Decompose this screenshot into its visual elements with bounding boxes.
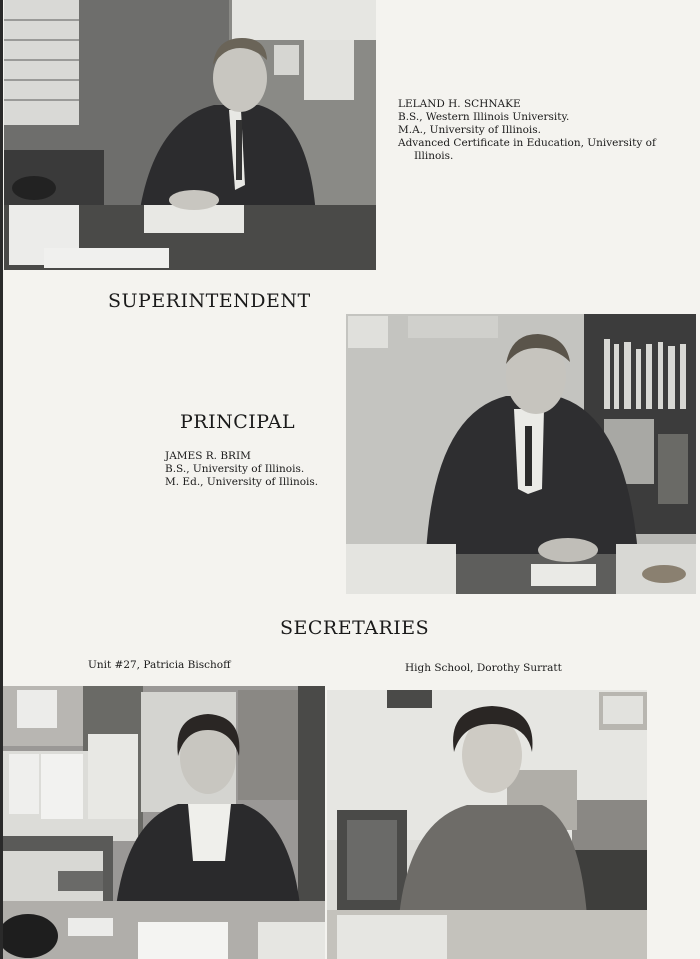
secretary-left-photo: [3, 686, 325, 959]
principal-name: JAMES R. BRIM: [165, 450, 251, 462]
secretary-right-photo: [327, 690, 647, 959]
superintendent-heading: SUPERINTENDENT: [108, 290, 311, 312]
principal-caption: [165, 450, 340, 489]
principal-photo: [346, 314, 696, 594]
superintendent-credential: Illinois.: [414, 150, 454, 162]
superintendent-caption: [398, 98, 678, 163]
secretaries-heading: SECRETARIES: [280, 617, 430, 639]
principal-heading: PRINCIPAL: [180, 411, 296, 433]
superintendent-credential: B.S., Western Illinois University.: [398, 111, 570, 123]
secretary-left-label: Unit #27, Patricia Bischoff: [88, 659, 231, 671]
principal-credential: B.S., University of Illinois.: [165, 463, 305, 475]
superintendent-photo: [4, 0, 376, 270]
superintendent-credential: M.A., University of Illinois.: [398, 124, 541, 136]
superintendent-credential: Advanced Certificate in Education, University of: [398, 137, 656, 149]
superintendent-name: LELAND H. SCHNAKE: [398, 98, 521, 110]
secretary-right-label: High School, Dorothy Surratt: [405, 662, 562, 674]
principal-credential: M. Ed., University of Illinois.: [165, 476, 319, 488]
